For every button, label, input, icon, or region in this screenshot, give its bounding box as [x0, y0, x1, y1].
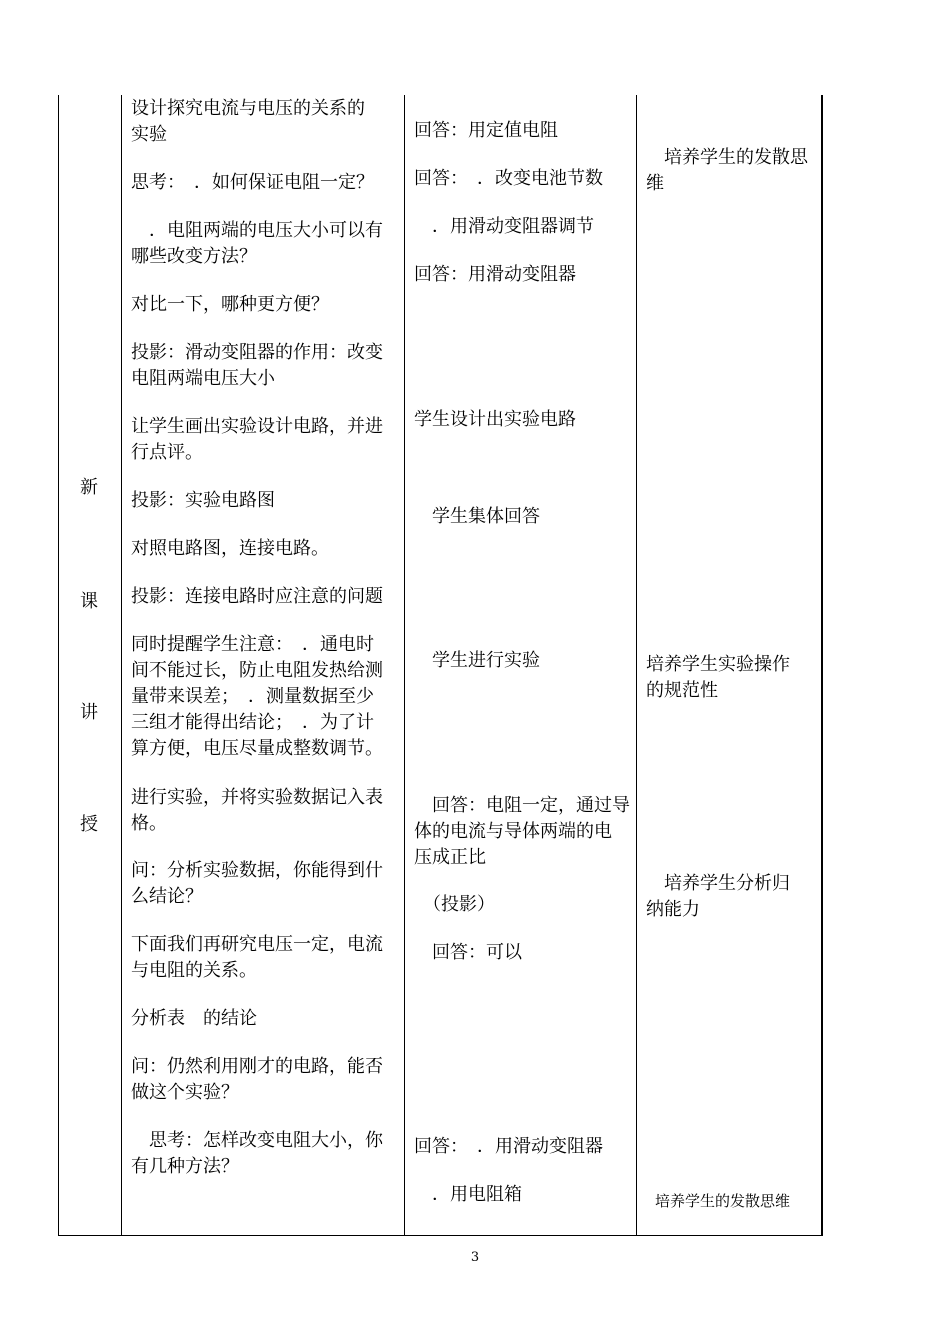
intent-line: 纳能力 [646, 899, 700, 920]
teacher-line: 与电阻的关系。 [131, 960, 257, 981]
teacher-line: ．电阻两端的电压大小可以有 [131, 220, 383, 241]
intent-line: 培养学生的发散思维 [655, 1192, 791, 1210]
section-label-char: 课 [80, 591, 98, 612]
teacher-line: 对比一下，哪种更方便？ [131, 294, 329, 315]
teacher-line: 实验 [131, 124, 167, 145]
teacher-line: 下面我们再研究电压一定，电流 [131, 934, 383, 955]
teacher-line: 让学生画出实验设计电路，并进 [131, 416, 383, 437]
table-divider-1 [121, 95, 122, 1236]
teacher-line: 行点评。 [131, 442, 203, 463]
student-line: 学生集体回答 [414, 506, 540, 527]
teacher-line: 三组才能得出结论； ．为了计 [131, 712, 374, 733]
teacher-line: 思考：怎样改变电阻大小，你 [131, 1130, 383, 1151]
table-border-bottom [58, 1235, 823, 1236]
teacher-line: 做这个实验？ [131, 1082, 239, 1103]
student-line: 压成正比 [414, 847, 486, 868]
student-line: ．用电阻箱 [414, 1184, 522, 1205]
teacher-line: 电阻两端电压大小 [131, 368, 275, 389]
student-line: （投影） [414, 894, 495, 915]
teacher-line: 问：分析实验数据，你能得到什 [131, 860, 383, 881]
table-border-left [58, 95, 59, 1236]
intent-line: 培养学生分析归 [646, 873, 790, 894]
student-line: 回答： ．用滑动变阻器 [414, 1136, 603, 1157]
teacher-line: 同时提醒学生注意： ．通电时 [131, 634, 374, 655]
teacher-line: 投影：连接电路时应注意的问题 [131, 586, 383, 607]
teacher-line: 投影：滑动变阻器的作用：改变 [131, 342, 383, 363]
student-line: 回答： ．改变电池节数 [414, 168, 603, 189]
section-label-char: 新 [80, 477, 98, 498]
teacher-line: 哪些改变方法？ [131, 246, 257, 267]
student-line: 回答：电阻一定，通过导 [414, 795, 630, 816]
section-label-char: 讲 [80, 702, 98, 723]
teacher-line: 格。 [131, 813, 167, 834]
teacher-line: 对照电路图，连接电路。 [131, 538, 329, 559]
teacher-line: 问：仍然利用刚才的电路，能否 [131, 1056, 383, 1077]
teacher-line: 么结论？ [131, 886, 203, 907]
intent-line: 的规范性 [646, 680, 718, 701]
table-border-right [821, 95, 823, 1236]
student-line: ．用滑动变阻器调节 [414, 216, 594, 237]
teacher-line: 分析表 的结论 [131, 1008, 257, 1029]
teacher-line: 间不能过长，防止电阻发热给测 [131, 660, 383, 681]
teacher-line: 思考： ．如何保证电阻一定？ [131, 172, 374, 193]
student-line: 回答：用滑动变阻器 [414, 264, 576, 285]
intent-line: 培养学生的发散思 [646, 147, 808, 168]
teacher-line: 算方便，电压尽量成整数调节。 [131, 738, 383, 759]
section-label-char: 授 [80, 814, 98, 835]
table-divider-2 [404, 95, 405, 1236]
teacher-line: 有几种方法？ [131, 1156, 239, 1177]
table-divider-3 [636, 95, 637, 1236]
student-line: 回答：可以 [414, 942, 522, 963]
teacher-line: 设计探究电流与电压的关系的 [131, 98, 365, 119]
page-number: 3 [470, 1250, 480, 1265]
student-line: 学生进行实验 [414, 650, 540, 671]
student-line: 体的电流与导体两端的电 [414, 821, 612, 842]
student-line: 回答：用定值电阻 [414, 120, 558, 141]
teacher-line: 量带来误差； ．测量数据至少 [131, 686, 374, 707]
intent-line: 培养学生实验操作 [646, 654, 790, 675]
student-line: 学生设计出实验电路 [414, 409, 576, 430]
teacher-line: 进行实验，并将实验数据记入表 [131, 787, 383, 808]
intent-line: 维 [646, 173, 664, 194]
teacher-line: 投影：实验电路图 [131, 490, 275, 511]
